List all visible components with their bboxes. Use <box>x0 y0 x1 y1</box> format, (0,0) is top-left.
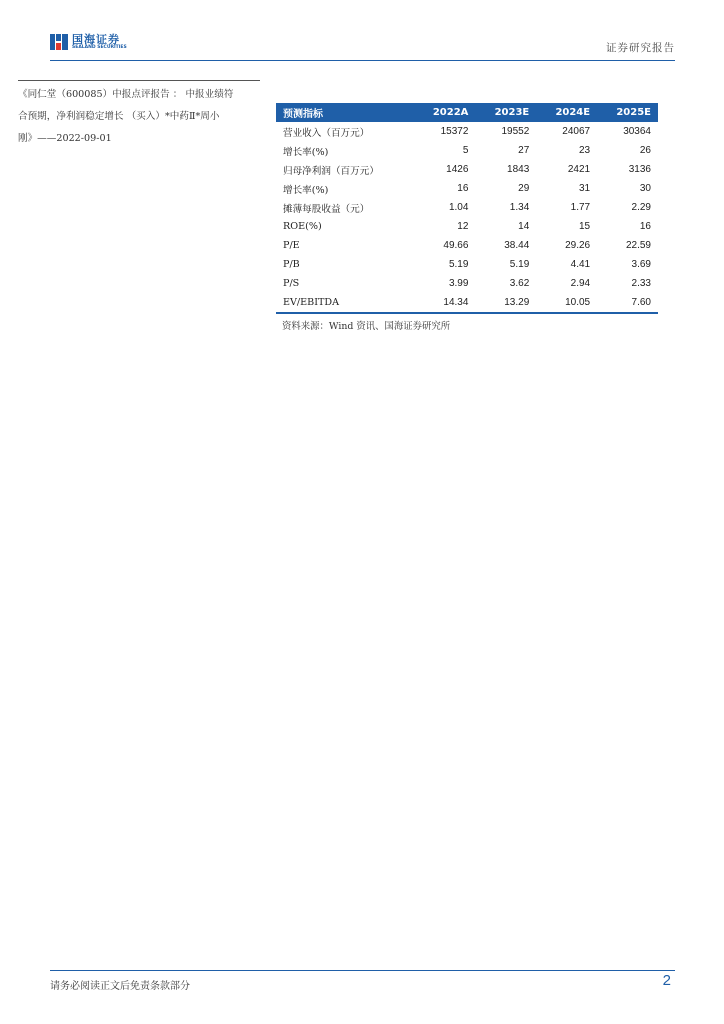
table-source-note: 资料来源：Wind 资讯、国海证券研究所 <box>282 321 451 332</box>
row-label: 增长率(%) <box>283 146 329 158</box>
related-report-line: 《同仁堂（600085）中报点评报告 ： 中报业绩符 <box>18 89 234 100</box>
table-cell: 23 <box>578 145 591 156</box>
page-footer <box>50 970 675 995</box>
table-cell: 24067 <box>562 126 591 137</box>
header-cell: 2023E <box>494 107 530 118</box>
table-cell: 5.19 <box>509 259 530 270</box>
table-cell: 1843 <box>507 164 530 175</box>
table-header-row <box>276 103 658 122</box>
table-cell: 30 <box>639 183 651 194</box>
table-cell: 2.94 <box>570 278 591 289</box>
table-row <box>276 122 658 141</box>
table-cell: 14.34 <box>413 293 475 313</box>
page-number: 2 <box>662 972 671 989</box>
table-cell: 3136 <box>628 164 651 175</box>
table-row <box>276 274 658 293</box>
table-cell: 3.62 <box>509 278 530 289</box>
table-cell: 29.26 <box>565 240 591 251</box>
table-cell: 1.77 <box>570 202 591 213</box>
table-row <box>276 198 658 217</box>
related-report <box>18 80 260 150</box>
report-type-title: 证券研究报告 <box>606 42 675 54</box>
table-cell: 5.19 <box>448 259 469 270</box>
table-cell: 12 <box>457 221 469 232</box>
table-row <box>276 179 658 198</box>
row-label: ROE(%) <box>283 221 322 232</box>
table-cell: 30364 <box>623 126 651 137</box>
table-cell: 4.41 <box>570 259 591 270</box>
row-label: 营业收入（百万元） <box>283 127 370 139</box>
logo-english-name: SEALAND SECURITIES <box>72 45 127 50</box>
row-label: EV/EBITDA <box>276 293 413 313</box>
related-report-line: 合预期，净利润稳定增长 （买入）*中药Ⅱ*周小 <box>18 111 220 122</box>
table-cell: 2.29 <box>631 202 651 213</box>
table-row <box>276 293 658 313</box>
table-row <box>276 236 658 255</box>
table-cell: 3.99 <box>448 278 469 289</box>
forecast-table <box>276 103 658 314</box>
table-row <box>276 160 658 179</box>
table-cell: 49.66 <box>443 240 469 251</box>
table-cell: 7.60 <box>597 293 658 313</box>
table-cell: 16 <box>639 221 651 232</box>
table-row <box>276 255 658 274</box>
sealand-logo-icon <box>50 33 68 51</box>
header-cell: 2025E <box>616 107 651 118</box>
row-label: P/S <box>283 278 300 289</box>
related-report-line: 刚》——2022-09-01 <box>18 133 112 144</box>
logo-chinese-name: 国海证券 <box>72 33 120 46</box>
table-cell: 29 <box>518 183 530 194</box>
header-cell: 预测指标 <box>283 109 323 120</box>
table-cell: 16 <box>457 183 469 194</box>
table-row <box>276 217 658 236</box>
table-cell: 15372 <box>440 126 469 137</box>
table-row <box>276 141 658 160</box>
table-cell: 38.44 <box>504 240 530 251</box>
row-label: 增长率(%) <box>283 184 329 196</box>
table-cell: 13.29 <box>475 293 536 313</box>
table-cell: 26 <box>639 145 651 156</box>
header-cell: 2024E <box>555 107 591 118</box>
row-label: 摊薄每股收益（元） <box>283 203 370 215</box>
table-cell: 14 <box>518 221 530 232</box>
forecast-table-section <box>276 103 658 332</box>
table-cell: 1426 <box>446 164 469 175</box>
row-label: P/E <box>283 240 300 251</box>
table-cell: 10.05 <box>536 293 597 313</box>
header-cell: 2022A <box>432 107 469 118</box>
table-cell: 2.33 <box>631 278 651 289</box>
table-cell: 1.04 <box>448 202 469 213</box>
row-label: P/B <box>283 259 300 270</box>
row-label: 归母净利润（百万元） <box>283 165 379 177</box>
table-cell: 3.69 <box>631 259 651 270</box>
page-header <box>50 28 675 61</box>
table-cell: 22.59 <box>625 240 651 251</box>
table-cell: 31 <box>578 183 591 194</box>
table-cell: 27 <box>518 145 530 156</box>
table-cell: 1.34 <box>509 202 530 213</box>
table-cell: 19552 <box>501 126 530 137</box>
table-cell: 15 <box>578 221 591 232</box>
table-cell: 5 <box>462 145 469 156</box>
table-cell: 2421 <box>567 164 591 175</box>
disclaimer-note: 请务必阅读正文后免责条款部分 <box>50 981 190 992</box>
